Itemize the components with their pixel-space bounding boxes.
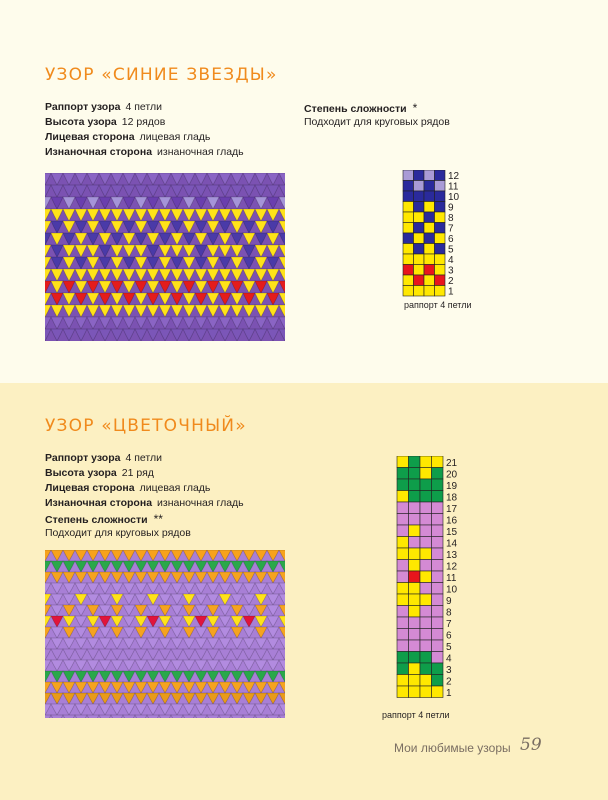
back-label: Изнаночная сторона bbox=[45, 146, 153, 158]
stitch bbox=[207, 715, 219, 718]
chart-cell bbox=[420, 606, 432, 618]
chart-row-number: 5 bbox=[448, 244, 454, 256]
chart-cell bbox=[435, 286, 446, 297]
height-value: 21 ряд bbox=[121, 467, 154, 479]
stitch bbox=[75, 715, 87, 718]
chart-cell bbox=[414, 265, 425, 276]
chart-row-number: 15 bbox=[446, 527, 458, 538]
chart-row-number: 2 bbox=[446, 676, 452, 688]
stitch bbox=[159, 715, 171, 718]
chart-row-number: 10 bbox=[448, 192, 460, 203]
chart-cell bbox=[435, 254, 446, 265]
front-value: лицевая гладь bbox=[139, 482, 211, 494]
page-number: 59 bbox=[520, 735, 542, 755]
pattern2-difficulty bbox=[45, 512, 163, 526]
chart-row-number: 17 bbox=[446, 504, 458, 515]
chart-cell bbox=[432, 491, 444, 503]
chart-cell bbox=[403, 265, 414, 276]
pattern2-knitting-photo bbox=[45, 550, 285, 718]
chart-cell bbox=[403, 275, 414, 286]
chart-row-number: 18 bbox=[446, 492, 458, 504]
pattern1-repeat bbox=[45, 101, 162, 113]
stitch bbox=[243, 715, 255, 718]
stitch bbox=[231, 715, 243, 718]
chart-cell bbox=[420, 502, 432, 514]
chart-cell bbox=[414, 170, 425, 181]
back-value: изнаночная гладь bbox=[157, 146, 244, 158]
chart-cell bbox=[420, 652, 432, 664]
chart-cell bbox=[420, 468, 432, 480]
chart-cell bbox=[403, 191, 414, 202]
chart-row-number: 1 bbox=[448, 286, 454, 298]
stitch bbox=[45, 715, 51, 718]
chart-cell bbox=[397, 594, 409, 606]
stitch bbox=[267, 715, 279, 718]
chart-cell bbox=[397, 571, 409, 583]
chart-cell bbox=[397, 537, 409, 549]
chart-cell bbox=[424, 233, 435, 244]
chart-cell bbox=[409, 663, 421, 675]
chart-cell bbox=[420, 479, 432, 491]
pattern2-front bbox=[45, 482, 210, 494]
chart-cell bbox=[432, 663, 444, 675]
chart-cell bbox=[414, 275, 425, 286]
chart-cell bbox=[432, 640, 444, 652]
chart-cell bbox=[420, 629, 432, 641]
chart-cell bbox=[432, 514, 444, 526]
chart-row-number: 2 bbox=[448, 276, 454, 287]
chart-cell bbox=[420, 663, 432, 675]
chart-cell bbox=[397, 548, 409, 560]
chart-cell bbox=[420, 537, 432, 549]
chart-cell bbox=[397, 491, 409, 503]
repeat-label: Раппорт узора bbox=[45, 101, 121, 113]
chart-row-number: 13 bbox=[446, 550, 458, 561]
chart-cell bbox=[432, 502, 444, 514]
chart-cell bbox=[435, 170, 446, 181]
chart-cell bbox=[403, 181, 414, 192]
chart-cell bbox=[397, 686, 409, 698]
chart-row-number: 8 bbox=[446, 607, 452, 619]
chart-cell bbox=[435, 223, 446, 234]
chart-cell bbox=[432, 629, 444, 641]
stitch bbox=[183, 715, 195, 718]
chart-cell bbox=[420, 617, 432, 629]
chart-cell bbox=[424, 244, 435, 255]
back-value: изнаночная гладь bbox=[157, 497, 244, 509]
chart-cell bbox=[424, 170, 435, 181]
front-value: лицевая гладь bbox=[139, 131, 211, 143]
difficulty-label: Степень сложности bbox=[304, 103, 407, 115]
chart-cell bbox=[409, 606, 421, 618]
chart-cell bbox=[397, 606, 409, 618]
chart-cell bbox=[403, 254, 414, 265]
chart-cell bbox=[432, 571, 444, 583]
chart-cell bbox=[432, 675, 444, 687]
repeat-value: 4 петли bbox=[125, 101, 162, 113]
chart-cell bbox=[432, 594, 444, 606]
chart-cell bbox=[420, 571, 432, 583]
chart-row-number: 21 bbox=[446, 458, 458, 469]
pattern1-chart-caption: раппорт 4 петли bbox=[404, 300, 472, 310]
pattern1-circular-note: Подходит для круговых рядов bbox=[304, 116, 450, 128]
chart-row-number: 1 bbox=[446, 688, 452, 699]
stitch bbox=[99, 715, 111, 718]
chart-cell bbox=[432, 479, 444, 491]
pattern1-height bbox=[45, 116, 165, 128]
chart-cell bbox=[409, 468, 421, 480]
front-label: Лицевая сторона bbox=[45, 131, 135, 143]
pattern1-difficulty bbox=[304, 101, 417, 115]
stitch bbox=[135, 715, 147, 718]
chart-cell bbox=[432, 537, 444, 549]
chart-cell bbox=[403, 233, 414, 244]
chart-cell bbox=[409, 502, 421, 514]
chart-row-number: 6 bbox=[448, 234, 454, 245]
chart-row-number: 7 bbox=[446, 619, 452, 630]
chart-row-number: 3 bbox=[448, 265, 454, 277]
pattern2-height bbox=[45, 467, 154, 479]
chart-cell bbox=[403, 212, 414, 223]
chart-cell bbox=[420, 560, 432, 572]
stitch bbox=[279, 715, 285, 718]
chart-cell bbox=[397, 583, 409, 595]
chart-cell bbox=[409, 652, 421, 664]
chart-cell bbox=[435, 212, 446, 223]
chart-cell bbox=[435, 265, 446, 276]
stitch bbox=[51, 715, 63, 718]
chart-cell bbox=[435, 191, 446, 202]
chart-cell bbox=[409, 525, 421, 537]
chart-row-number: 20 bbox=[446, 469, 458, 481]
chart-row-number: 4 bbox=[448, 255, 454, 266]
chart-cell bbox=[409, 571, 421, 583]
height-label: Высота узора bbox=[45, 467, 117, 479]
chart-cell bbox=[403, 202, 414, 213]
chart-cell bbox=[397, 560, 409, 572]
chart-row-number: 19 bbox=[446, 481, 458, 492]
chart-cell bbox=[432, 617, 444, 629]
chart-cell bbox=[420, 675, 432, 687]
stitch bbox=[195, 715, 207, 718]
chart-cell bbox=[414, 223, 425, 234]
chart-cell bbox=[424, 275, 435, 286]
chart-cell bbox=[409, 617, 421, 629]
chart-cell bbox=[420, 456, 432, 468]
chart-cell bbox=[420, 594, 432, 606]
chart-row-number: 6 bbox=[446, 630, 452, 642]
chart-cell bbox=[414, 202, 425, 213]
chart-row-number: 7 bbox=[448, 223, 454, 235]
chart-cell bbox=[409, 456, 421, 468]
chart-cell bbox=[435, 233, 446, 244]
chart-cell bbox=[420, 525, 432, 537]
chart-row-number: 12 bbox=[446, 561, 458, 573]
pattern2-back bbox=[45, 497, 244, 509]
chart-cell bbox=[424, 254, 435, 265]
chart-cell bbox=[414, 212, 425, 223]
chart-cell bbox=[409, 537, 421, 549]
chart-cell bbox=[409, 479, 421, 491]
chart-row-number: 11 bbox=[448, 181, 459, 193]
chart-cell bbox=[397, 468, 409, 480]
chart-cell bbox=[397, 514, 409, 526]
chart-cell bbox=[397, 629, 409, 641]
pattern1-front bbox=[45, 131, 210, 143]
stitch bbox=[87, 715, 99, 718]
chart-cell bbox=[432, 652, 444, 664]
back-label: Изнаночная сторона bbox=[45, 497, 153, 509]
chart-cell bbox=[409, 560, 421, 572]
front-label: Лицевая сторона bbox=[45, 482, 135, 494]
chart-cell bbox=[414, 233, 425, 244]
chart-cell bbox=[414, 254, 425, 265]
chart-cell bbox=[424, 286, 435, 297]
chart-cell bbox=[424, 181, 435, 192]
chart-row-number: 16 bbox=[446, 515, 458, 527]
stitch bbox=[219, 715, 231, 718]
chart-row-number: 11 bbox=[446, 573, 457, 584]
chart-cell bbox=[432, 525, 444, 537]
chart-cell bbox=[424, 223, 435, 234]
stitch bbox=[123, 715, 135, 718]
chart-cell bbox=[409, 686, 421, 698]
chart-cell bbox=[432, 548, 444, 560]
chart-cell bbox=[432, 456, 444, 468]
chart-row-number: 8 bbox=[448, 213, 454, 224]
chart-row-number: 14 bbox=[446, 538, 458, 550]
difficulty-stars: ** bbox=[153, 512, 163, 526]
chart-cell bbox=[424, 202, 435, 213]
stitch bbox=[255, 715, 267, 718]
height-value: 12 рядов bbox=[121, 116, 166, 128]
chart-row-number: 10 bbox=[446, 584, 458, 596]
pattern1-chart bbox=[396, 170, 476, 300]
chart-cell bbox=[409, 640, 421, 652]
chart-cell bbox=[397, 479, 409, 491]
chart-cell bbox=[403, 286, 414, 297]
stitch bbox=[63, 715, 75, 718]
chart-cell bbox=[409, 675, 421, 687]
pattern2-repeat bbox=[45, 452, 162, 464]
pattern2-chart bbox=[390, 456, 470, 708]
chart-cell bbox=[409, 629, 421, 641]
chart-cell bbox=[409, 514, 421, 526]
chart-cell bbox=[432, 606, 444, 618]
chart-row-number: 12 bbox=[448, 171, 460, 182]
chart-cell bbox=[424, 265, 435, 276]
difficulty-label: Степень сложности bbox=[45, 514, 148, 526]
chart-cell bbox=[397, 456, 409, 468]
chart-cell bbox=[414, 191, 425, 202]
chart-row-number: 5 bbox=[446, 642, 452, 653]
chart-cell bbox=[397, 525, 409, 537]
chart-row-number: 9 bbox=[446, 596, 452, 607]
pattern2-chart-caption: раппорт 4 петли bbox=[382, 710, 450, 720]
chart-cell bbox=[409, 548, 421, 560]
chart-cell bbox=[403, 244, 414, 255]
repeat-value: 4 петли bbox=[125, 452, 162, 464]
chart-cell bbox=[435, 244, 446, 255]
stitch bbox=[111, 715, 123, 718]
chart-cell bbox=[420, 686, 432, 698]
pattern2-title: УЗОР «ЦВЕТОЧНЫЙ» bbox=[45, 416, 247, 436]
chart-cell bbox=[420, 583, 432, 595]
footer-book-title: Мои любимые узоры bbox=[394, 741, 511, 755]
chart-cell bbox=[397, 663, 409, 675]
difficulty-stars: * bbox=[412, 101, 418, 115]
pattern1-back bbox=[45, 146, 244, 158]
chart-cell bbox=[397, 502, 409, 514]
chart-cell bbox=[424, 212, 435, 223]
repeat-label: Раппорт узора bbox=[45, 452, 121, 464]
chart-cell bbox=[414, 181, 425, 192]
chart-cell bbox=[414, 286, 425, 297]
chart-cell bbox=[420, 548, 432, 560]
chart-cell bbox=[409, 594, 421, 606]
chart-cell bbox=[432, 560, 444, 572]
chart-cell bbox=[403, 170, 414, 181]
pattern1-knitting-photo bbox=[45, 173, 285, 341]
chart-cell bbox=[397, 617, 409, 629]
chart-row-number: 9 bbox=[448, 202, 454, 214]
chart-cell bbox=[403, 223, 414, 234]
chart-cell bbox=[414, 244, 425, 255]
chart-cell bbox=[397, 675, 409, 687]
stitch bbox=[171, 715, 183, 718]
chart-cell bbox=[435, 202, 446, 213]
chart-row-number: 4 bbox=[446, 653, 452, 665]
chart-cell bbox=[432, 686, 444, 698]
chart-cell bbox=[409, 583, 421, 595]
chart-cell bbox=[435, 275, 446, 286]
chart-row-number: 3 bbox=[446, 665, 452, 676]
chart-cell bbox=[420, 514, 432, 526]
stitch bbox=[147, 715, 159, 718]
chart-cell bbox=[435, 181, 446, 192]
chart-cell bbox=[397, 652, 409, 664]
chart-cell bbox=[409, 491, 421, 503]
chart-cell bbox=[420, 491, 432, 503]
chart-cell bbox=[397, 640, 409, 652]
pattern2-circular-note: Подходит для круговых рядов bbox=[45, 527, 191, 539]
chart-cell bbox=[432, 583, 444, 595]
chart-cell bbox=[432, 468, 444, 480]
chart-cell bbox=[420, 640, 432, 652]
pattern1-title: УЗОР «СИНИЕ ЗВЕЗДЫ» bbox=[45, 65, 278, 85]
height-label: Высота узора bbox=[45, 116, 117, 128]
chart-cell bbox=[424, 191, 435, 202]
